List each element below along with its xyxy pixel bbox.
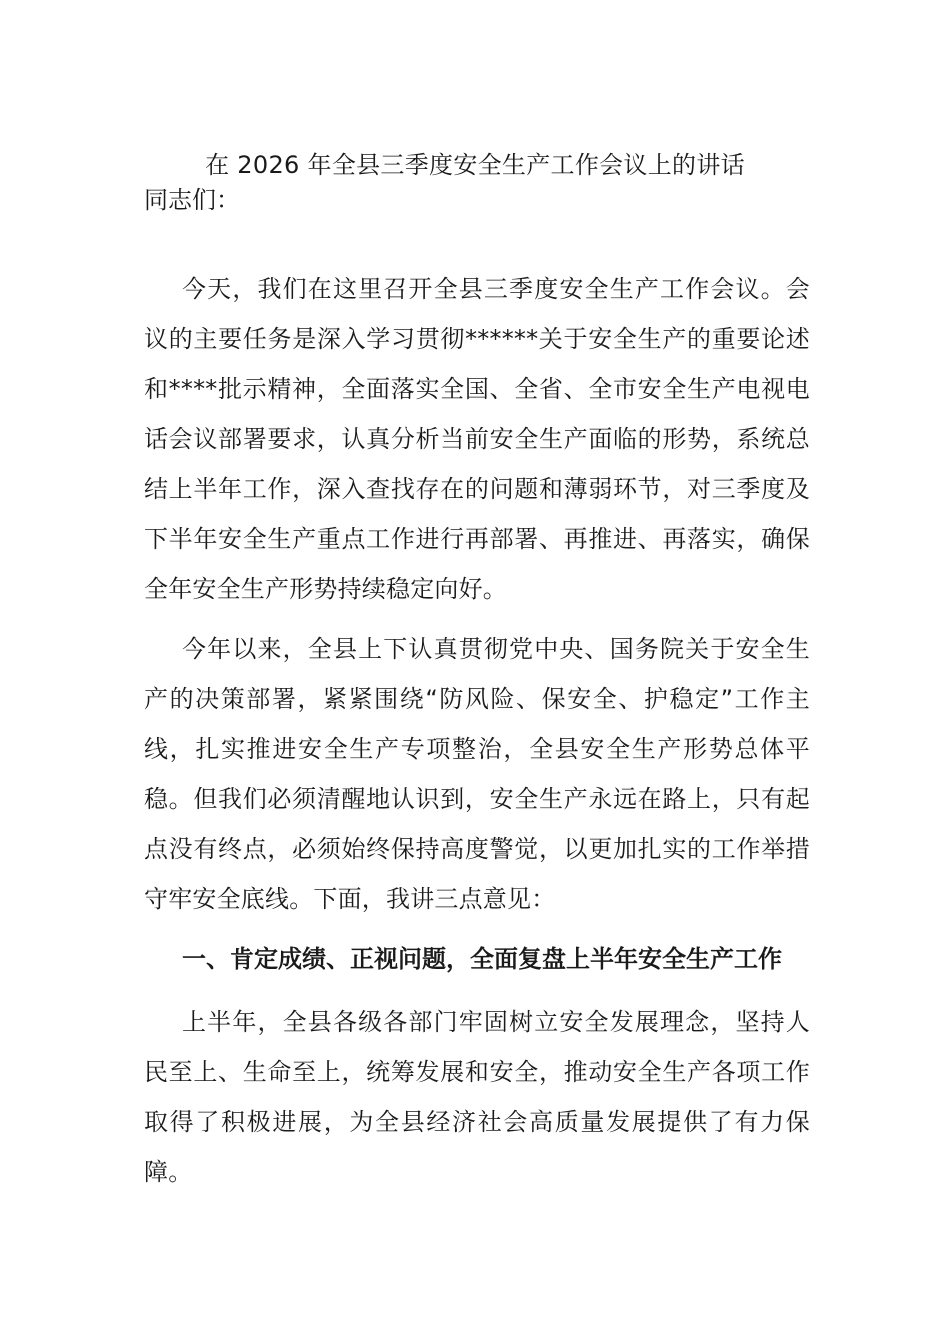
paragraph-overview: 今年以来，全县上下认真贯彻党中央、国务院关于安全生产的决策部署，紧紧围绕“防风险、保安全、护稳定”工作主线，扎实推进安全生产专项整治，全县安全生产形势总体平稳。但我们必须清醒地认识到，安全生产永远在路上，只有起点没有终点，必须始终保持高度警觉，以更加扎实的工作举措守牢安全底线。下面，我讲三点意见： [144, 635, 810, 913]
document-title: 在 2026 年全县三季度安全生产工作会议上的讲话 [205, 151, 745, 179]
section-paragraph: 上半年，全县各级各部门牢固树立安全发展理念，坚持人民至上、生命至上，统筹发展和安全，推动安全生产各项工作取得了积极进展，为全县经济社会高质量发展提供了有力保障。 [144, 1008, 810, 1186]
paragraph-intro: 今天，我们在这里召开全县三季度安全生产工作会议。会议的主要任务是深入学习贯彻******关于安全生产的重要论述和****批示精神，全面落实全国、全省、全市安全生产电视电话会议部署要求，认真分析当前安全生产面临的形势，系统总结上半年工作，深入查找存在的问题和薄弱环节，对三季度及下半年安全生产重点工作进行再部署、再推进、再落实，确保全年安全生产形势持续稳定向好。 [144, 275, 810, 603]
section-heading: 一、肯定成绩、正视问题，全面复盘上半年安全生产工作 [182, 945, 782, 973]
salutation: 同志们： [144, 186, 240, 214]
